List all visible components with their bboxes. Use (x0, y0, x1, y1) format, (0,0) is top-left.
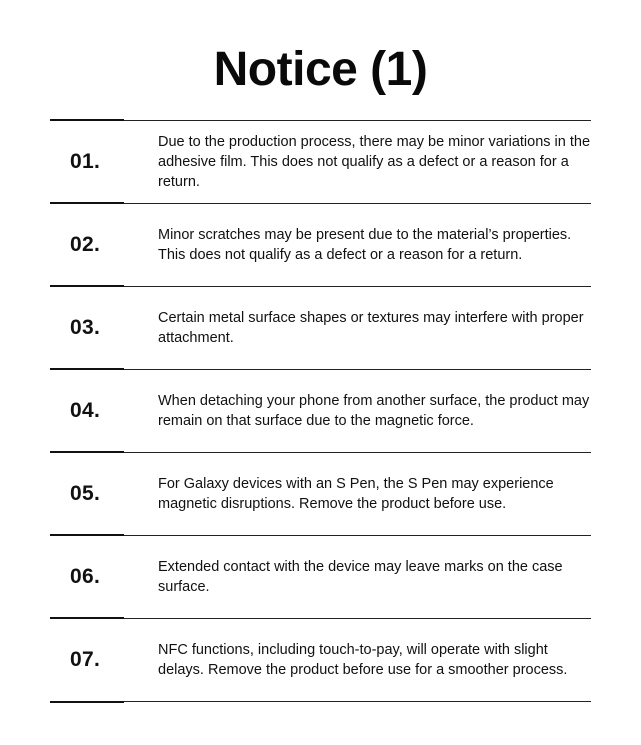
item-number: 05. (70, 482, 101, 505)
item-number: 01. (70, 150, 101, 173)
item-number: 07. (70, 648, 101, 671)
page-title: Notice (1) (213, 43, 428, 96)
notice-list (50, 120, 591, 702)
item-text: When detaching your phone from another surface, the product may remain on that surface due to the magnetic force. (158, 393, 590, 429)
item-text: Certain metal surface shapes or textures may interfere with proper attachment. (158, 310, 584, 346)
list-item (50, 369, 591, 452)
item-text: NFC functions, including touch-to-pay, will operate with slight delays. Remove the product before use for a smoother process. (158, 642, 568, 678)
item-number: 04. (70, 399, 101, 422)
item-number: 02. (70, 233, 101, 256)
list-item (50, 452, 591, 535)
item-text: Due to the production process, there may be minor variations in the adhesive film. This does not qualify as a defect or a reason for a return. (158, 134, 591, 190)
list-item (50, 535, 591, 618)
list-item (50, 120, 591, 203)
list-item (50, 618, 591, 702)
item-text: Extended contact with the device may leave marks on the case surface. (158, 559, 563, 595)
item-text: Minor scratches may be present due to the material’s properties. This does not qualify as a defect or a reason for a return. (158, 227, 572, 263)
list-item (50, 203, 591, 286)
item-number: 06. (70, 565, 101, 588)
list-item (50, 286, 591, 369)
item-text: For Galaxy devices with an S Pen, the S Pen may experience magnetic disruptions. Remove the product before use. (158, 476, 554, 512)
item-number: 03. (70, 316, 101, 339)
